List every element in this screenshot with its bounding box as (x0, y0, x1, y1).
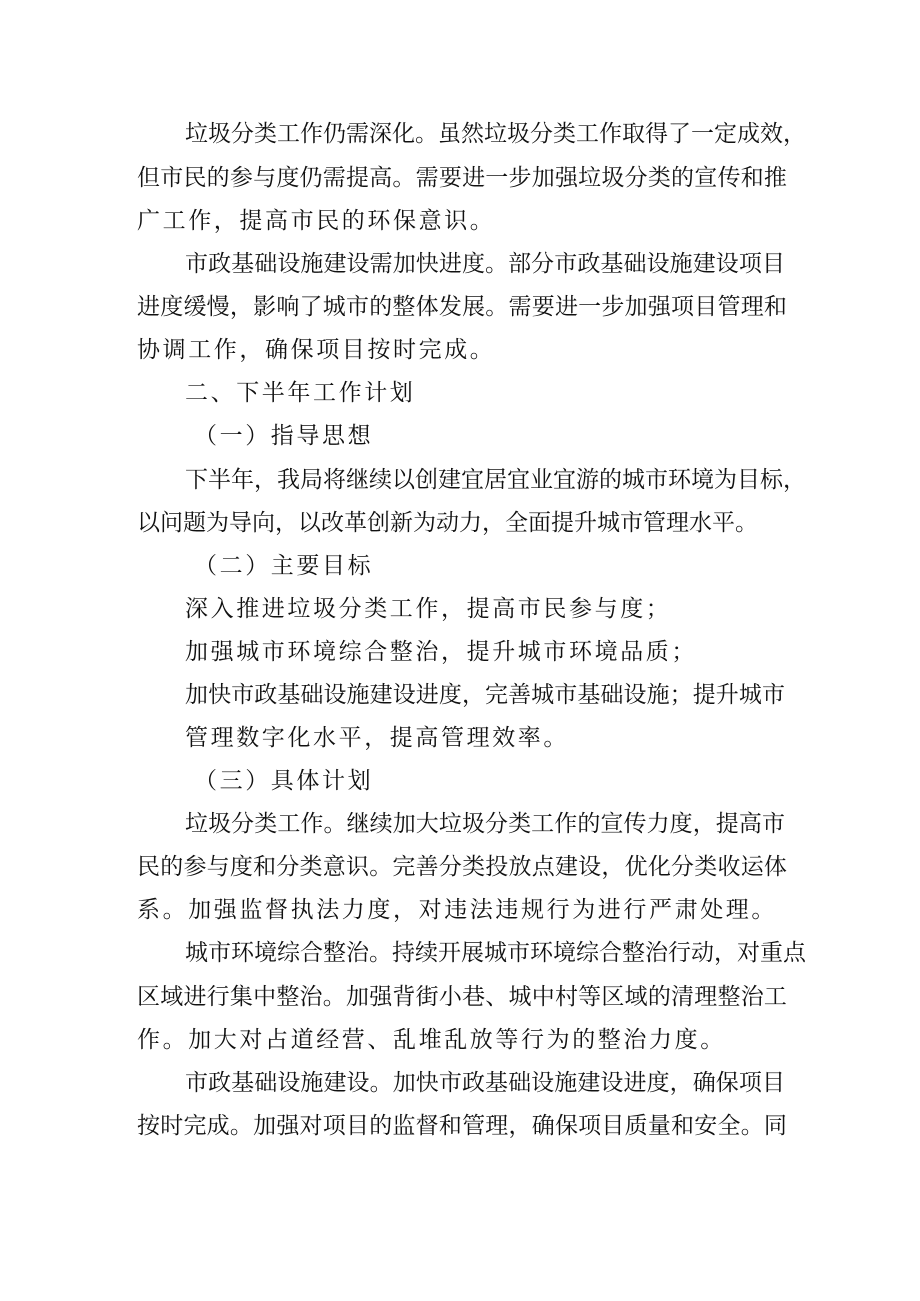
paragraph-line: 协调工作，确保项目按时完成。 (137, 337, 496, 363)
goal-item: 深入推进垃圾分类工作，提高市民参与度； (185, 596, 672, 622)
paragraph-line: 垃 圾 分 类 工 作 仍 需 深 化 。 虽 然 垃 圾 分 类 工 作 取 得 了 一 定 成 效 ， (185, 121, 806, 147)
subsection-heading: （一）指导思想 (194, 423, 374, 449)
goal-item: 加 快 市 政 基 础 设 施 建 设 进 度 ， 完 善 城 市 基 础 设 施 ； 提 升 城 市 (185, 682, 785, 708)
goal-item: 管理数字化水平，提高管理效率。 (185, 725, 569, 751)
paragraph-line: 但 市 民 的 参 与 度 仍 需 提 高 。 需 要 进 一 步 加 强 垃 圾 分 类 的 宣 传 和 推 (137, 165, 787, 191)
subsection-heading: （三）具体计划 (194, 768, 374, 794)
paragraph-line: 垃 圾 分 类 工 作 。 继 续 加 大 垃 圾 分 类 工 作 的 宣 传 力 度 ， 提 高 市 (185, 811, 785, 837)
paragraph-line: 系。加强监督执法力度，对违法违规行为进行严肃处理。 (137, 897, 777, 923)
paragraph-line: 民 的 参 与 度 和 分 类 意 识 。 完 善 分 类 投 放 点 建 设 ， 优 化 分 类 收 运 体 (137, 854, 787, 880)
section-heading: 二、下半年工作计划 (185, 380, 416, 406)
paragraph-line: 市 政 基 础 设 施 建 设 。 加 快 市 政 基 础 设 施 建 设 进 度 ， 确 保 项 目 (185, 1070, 785, 1096)
subsection-heading: （二）主要目标 (194, 553, 374, 579)
paragraph-line: 市 政 基 础 设 施 建 设 需 加 快 进 度 。 部 分 市 政 基 础 设 施 建 设 项 目 (185, 251, 785, 277)
paragraph-line: 以 问 题 为 导 向 ， 以 改 革 创 新 为 动 力 ， 全 面 提 升 城 市 管 理 水 平 。 (137, 510, 758, 536)
paragraph-line: 进 度 缓 慢 ， 影 响 了 城 市 的 整 体 发 展 。 需 要 进 一 步 加 强 项 目 管 理 和 (137, 294, 787, 320)
paragraph-line: 作。加大对占道经营、乱堆乱放等行为的整治力度。 (137, 1027, 726, 1053)
paragraph-line: 城 市 环 境 综 合 整 治 。 持 续 开 展 城 市 环 境 综 合 整 治 行 动 ， 对 重 点 (185, 940, 806, 966)
paragraph-line: 广工作，提高市民的环保意识。 (137, 208, 496, 234)
paragraph-line: 区 域 进 行 集 中 整 治 。 加 强 背 街 小 巷 、 城 中 村 等 区 域 的 清 理 整 治 工 (137, 984, 787, 1010)
goal-item: 加强城市环境综合整治，提升城市环境品质； (185, 639, 697, 665)
paragraph-line: 按 时 完 成 。 加 强 对 项 目 的 监 督 和 管 理 ， 确 保 项 目 质 量 和 安 全 。 同 (137, 1113, 787, 1139)
paragraph-line: 下 半 年 ， 我 局 将 继 续 以 创 建 宜 居 宜 业 宜 游 的 城 市 环 境 为 目 标 ， (185, 467, 806, 493)
